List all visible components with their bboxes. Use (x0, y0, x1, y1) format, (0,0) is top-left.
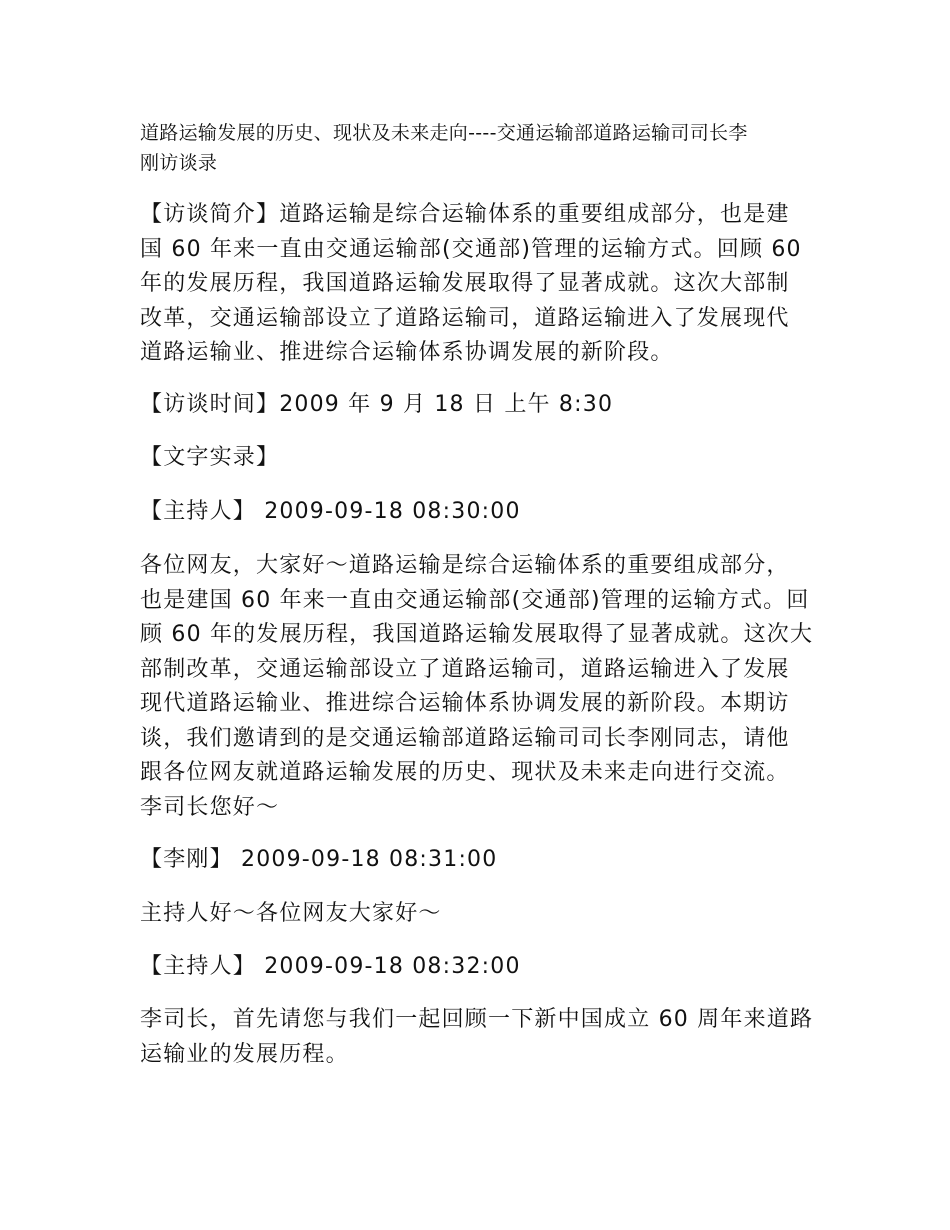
paragraph-line: 运输业的发展历程。 (140, 1041, 349, 1067)
speaker-line: 【李刚】 2009-09-18 08:31:00 (140, 847, 498, 872)
host-paragraph-2 (140, 1003, 820, 1072)
paragraph-line: 各位网友，大家好～道路运输是综合运输体系的重要组成部分， (140, 553, 790, 578)
intro-line: 国 60 年来一直由交通运输部(交通部)管理的运输方式。回顾 60 (140, 236, 802, 262)
paragraph-line: 部制改革，交通运输部设立了道路运输司，道路运输进入了发展 (140, 656, 790, 682)
title-line: 刚访谈录 (140, 152, 218, 174)
speaker-host-2 (140, 950, 820, 985)
speaker-line: 【主持人】 2009-09-18 08:30:00 (140, 499, 521, 524)
intro-line: 【访谈简介】道路运输是综合运输体系的重要组成部分，也是建 (140, 202, 790, 227)
transcript-label-text: 【文字实录】 (140, 445, 280, 470)
host-paragraph-1 (140, 549, 820, 825)
speaker-li-gang (140, 843, 820, 878)
li-gang-paragraph (140, 897, 820, 932)
interview-time (140, 388, 820, 423)
intro-line: 改革，交通运输部设立了道路运输司，道路运输进入了发展现代 (140, 305, 790, 331)
paragraph-line: 李司长，首先请您与我们一起回顾一下新中国成立 60 周年来道路 (140, 1007, 814, 1032)
intro-line: 年的发展历程，我国道路运输发展取得了显著成就。这次大部制 (140, 271, 790, 296)
paragraph-line: 顾 60 年的发展历程，我国道路运输发展取得了显著成就。这次大 (140, 622, 814, 647)
paragraph-line: 跟各位网友就道路运输发展的历史、现状及未来走向进行交流。 (140, 760, 790, 785)
intro-paragraph (140, 198, 820, 371)
paragraph-line: 现代道路运输业、推进综合运输体系协调发展的新阶段。本期访 (140, 691, 790, 716)
paragraph-line: 也是建国 60 年来一直由交通运输部(交通部)管理的运输方式。回 (140, 587, 810, 613)
paragraph-line: 谈，我们邀请到的是交通运输部道路运输司司长李刚同志，请他 (140, 725, 790, 751)
speaker-host-1 (140, 495, 820, 530)
paragraph-line: 主持人好～各位网友大家好～ (140, 901, 442, 926)
transcript-label (140, 441, 820, 476)
interview-time-text: 【访谈时间】2009 年 9 月 18 日 上午 8:30 (140, 392, 614, 417)
speaker-line: 【主持人】 2009-09-18 08:32:00 (140, 954, 521, 979)
intro-line: 道路运输业、推进综合运输体系协调发展的新阶段。 (140, 340, 674, 365)
paragraph-line: 李司长您好～ (140, 794, 280, 820)
article-title (140, 118, 820, 178)
title-line: 道路运输发展的历史、现状及未来走向----交通运输部道路运输司司长李 (140, 122, 748, 144)
